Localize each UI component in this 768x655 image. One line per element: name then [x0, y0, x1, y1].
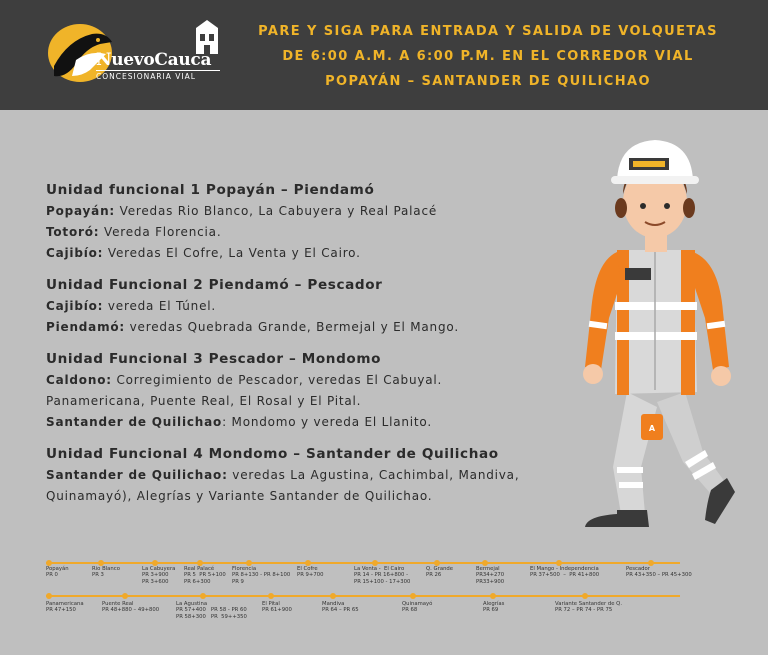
stop-label [402, 601, 432, 614]
stop-dot [330, 593, 336, 599]
unit-2 [46, 275, 576, 338]
stop-name: La Cabuyera [142, 566, 176, 572]
stop-name: Panamericana [46, 601, 84, 607]
place-name: Cajibío: [46, 299, 104, 313]
stop-name: La Agustina [176, 601, 208, 607]
stop-pr: PR 26 [426, 572, 442, 579]
unit-line [46, 317, 576, 338]
stop-pr: PR 57+400 PR 58 - PR 60 PR 58+300 PR 59++350 [176, 607, 247, 620]
unit-4 [46, 444, 576, 507]
stop-name: Puente Real [102, 601, 134, 607]
place-detail: veredas La Agustina, Cachimbal, Mandiva, [227, 468, 520, 482]
stop-label [555, 601, 622, 614]
stop-pr: PR 48+880 – 49+800 [102, 607, 160, 614]
stop-name: Mandiva [322, 601, 345, 607]
stop-name: Popayán [46, 566, 69, 572]
unit-line [46, 465, 576, 486]
stop-label [184, 566, 226, 585]
stop-pr: PR 5 PR 5+100 PR 6+300 [184, 572, 226, 585]
header-banner [0, 0, 768, 110]
place-name: Popayán: [46, 204, 116, 218]
stop-label [476, 566, 504, 585]
unit-title: Unidad Funcional 2 Piendamó – Pescador [46, 277, 383, 293]
stop-pr: PR 37+500 – PR 41+800 [530, 572, 600, 579]
stop-pr: PR 3+900 PR 3+600 [142, 572, 169, 585]
stop-name: Pescador [626, 566, 650, 572]
brand-name: NuevoCauca [96, 50, 212, 70]
stop-pr: PR 64 – PR 65 [322, 607, 359, 614]
stop-name: El Cofre [297, 566, 318, 572]
unit-title: Unidad Funcional 4 Mondomo – Santander de Quilichao [46, 446, 499, 462]
stop-label [176, 601, 247, 620]
place-detail: Corregimiento de Pescador, veredas El Cabuyal. [111, 373, 443, 387]
place-detail: Quinamayó), Alegrías y Variante Santander de Quilichao. [46, 489, 433, 503]
place-detail: Panamericana, Puente Real, El Rosal y El Pital. [46, 394, 362, 408]
stop-label [92, 566, 120, 579]
headline [258, 19, 718, 94]
stop-pr: PR 3 [92, 572, 104, 579]
stop-pr: PR 0 [46, 572, 58, 579]
stop-label [530, 566, 599, 579]
unit-line [46, 391, 576, 412]
stop-label [354, 566, 410, 585]
stop-pr: PR34+270 PR33+900 [476, 572, 505, 585]
stop-dot [122, 593, 128, 599]
place-name: Santander de Quilichao [46, 415, 223, 429]
stop-label [297, 566, 323, 579]
unit-1 [46, 180, 576, 264]
stop-label [46, 566, 69, 579]
timeline-track-top [46, 562, 680, 564]
unit-line [46, 201, 576, 222]
unit-line [46, 370, 576, 391]
unit-line [46, 243, 576, 264]
stop-name: Variante Santander de Q. [555, 601, 623, 607]
place-detail: Veredas Rio Blanco, La Cabuyera y Real Palacé [115, 204, 438, 218]
stop-dot [46, 593, 52, 599]
route-timeline [0, 548, 768, 655]
place-detail: vereda El Túnel. [103, 299, 216, 313]
stop-pr: PR 61+900 [262, 607, 292, 614]
stop-name: Rio Blanco [92, 566, 120, 572]
place-name: Totoró: [46, 225, 100, 239]
stop-dot [582, 593, 588, 599]
unit-title: Unidad funcional 1 Popayán – Piendamó [46, 182, 375, 198]
place-name: Cajibío: [46, 246, 104, 260]
stop-name: La Venta - El Cairo [354, 566, 405, 572]
units-list [46, 180, 576, 518]
stop-label [142, 566, 175, 585]
stop-name: Bermejal [476, 566, 500, 572]
road-worker-illustration-icon [565, 122, 745, 542]
place-name: Santander de Quilichao: [46, 468, 228, 482]
stop-pr: PR 9+700 [297, 572, 324, 579]
stop-label [426, 566, 453, 579]
stop-name: Real Palacé [184, 566, 215, 572]
unit-3 [46, 349, 576, 433]
stop-name: El Mango - Independencia [530, 566, 599, 572]
stop-label [322, 601, 359, 614]
stop-name: Q. Grande [426, 566, 454, 572]
stop-label [102, 601, 159, 614]
stop-pr: PR 8+130 - PR 8+100 PR 9 [232, 572, 291, 585]
stop-name: Quinamayó [402, 601, 433, 607]
stop-pr: PR 14 - PR 16+800 - PR 15+100 - 17+300 [354, 572, 411, 585]
svg-text:A: A [648, 424, 656, 433]
place-detail: : Mondomo y vereda El Llanito. [222, 415, 432, 429]
stop-pr: PR 68 [402, 607, 418, 614]
stop-label [262, 601, 292, 614]
unit-line [46, 296, 576, 317]
stop-dot [410, 593, 416, 599]
place-detail: Veredas El Cofre, La Venta y El Cairo. [103, 246, 361, 260]
place-detail: Vereda Florencia. [99, 225, 222, 239]
stop-pr: PR 72 – PR 74 - PR 75 [555, 607, 613, 614]
place-detail: veredas Quebrada Grande, Bermejal y El Mango. [125, 320, 459, 334]
stop-pr: PR 69 [483, 607, 499, 614]
headline-line-3: POPAYÁN – SANTANDER DE QUILICHAO [325, 74, 651, 89]
stop-label [483, 601, 504, 614]
stop-pr: PR 43+350 – PR 45+300 [626, 572, 692, 579]
brand-divider [96, 70, 220, 71]
headline-line-1: PARE Y SIGA PARA ENTRADA Y SALIDA DE VOLQUETAS [258, 24, 718, 39]
brand-tagline: CONCESIONARIA VIAL [96, 72, 196, 81]
place-name: Caldono: [46, 373, 112, 387]
stop-name: Florencia [232, 566, 257, 572]
headline-line-2: DE 6:00 A.M. A 6:00 P.M. EN EL CORREDOR VIAL [282, 49, 694, 64]
stop-dot [490, 593, 496, 599]
stop-label [46, 601, 84, 614]
stop-dot [268, 593, 274, 599]
unit-line [46, 412, 576, 433]
unit-line [46, 486, 576, 507]
unit-title: Unidad Funcional 3 Pescador – Mondomo [46, 351, 382, 367]
stop-pr: PR 47+150 [46, 607, 76, 614]
unit-line [46, 222, 576, 243]
stop-name: Alegrías [483, 601, 505, 607]
place-name: Piendamó: [46, 320, 126, 334]
stop-name: El Pital [262, 601, 280, 607]
stop-label [232, 566, 290, 585]
stop-label [626, 566, 692, 579]
stop-dot [200, 593, 206, 599]
